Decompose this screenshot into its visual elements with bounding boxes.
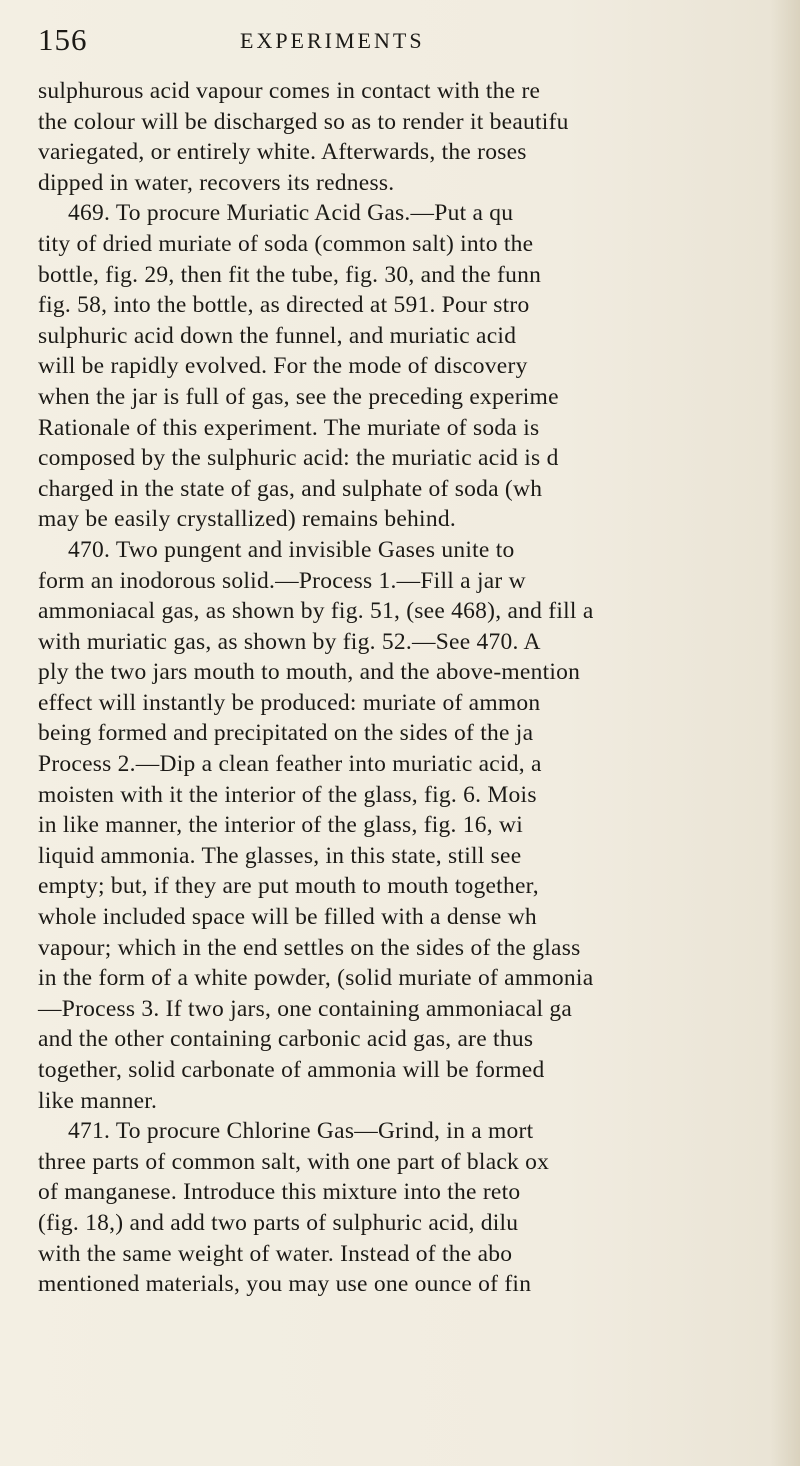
text-line: with muriatic gas, as shown by fig. 52.—See 470. A (38, 628, 541, 655)
section-469-heading: 469. To procure Muriatic Acid Gas.—Put a qu (68, 200, 514, 227)
text-line: Rationale of this experiment. The muriate of soda is (38, 414, 540, 441)
text-line: tity of dried muriate of soda (common salt) into the (38, 230, 534, 257)
text-line: and the other containing carbonic acid gas, are thus (38, 1026, 534, 1053)
text-line: ammoniacal gas, as shown by fig. 51, (see 468), and fill a (38, 598, 594, 625)
text-line: empty; but, if they are put mouth to mouth together, (38, 873, 539, 900)
text-line: composed by the sulphuric acid: the muriatic acid is d (38, 445, 559, 472)
text-line: effect will instantly be produced: muriate of ammon (38, 689, 541, 716)
text-line: (fig. 18,) and add two parts of sulphuric acid, dilu (38, 1209, 519, 1236)
text-line: fig. 58, into the bottle, as directed at 591. Pour stro (38, 292, 530, 319)
text-line: sulphuric acid down the funnel, and muriatic acid (38, 322, 517, 349)
section-470-heading: 470. Two pungent and invisible Gases unite to (68, 536, 515, 563)
text-line: ply the two jars mouth to mouth, and the above-mention (38, 659, 581, 686)
text-line: vapour; which in the end settles on the sides of the glass (38, 934, 581, 961)
text-line: will be rapidly evolved. For the mode of discovery (38, 353, 528, 380)
text-line: —Process 3. If two jars, one containing ammoniacal ga (38, 995, 573, 1022)
running-head (38, 22, 800, 62)
text-line: mentioned materials, you may use one ounce of fin (38, 1271, 532, 1298)
body-text (38, 76, 800, 1300)
text-line: variegated, or entirely white. Afterwards, the roses (38, 139, 527, 166)
text-line: may be easily crystallized) remains behind. (38, 506, 456, 533)
text-line: dipped in water, recovers its redness. (38, 169, 395, 196)
text-line: with the same weight of water. Instead of the abo (38, 1240, 513, 1267)
text-line: form an inodorous solid.—Process 1.—Fill a jar w (38, 567, 526, 594)
text-line: charged in the state of gas, and sulphate of soda (wh (38, 475, 543, 502)
text-line: in the form of a white powder, (solid muriate of ammonia (38, 965, 594, 992)
text-line: of manganese. Introduce this mixture into the reto (38, 1179, 521, 1206)
text-line: moisten with it the interior of the glass, fig. 6. Mois (38, 781, 537, 808)
text-line: bottle, fig. 29, then fit the tube, fig. 30, and the funn (38, 261, 542, 288)
text-line: in like manner, the interior of the glass, fig. 16, wi (38, 812, 524, 839)
text-line: liquid ammonia. The glasses, in this state, still see (38, 842, 522, 869)
text-line: when the jar is full of gas, see the preceding experime (38, 383, 559, 410)
text-line: like manner. (38, 1087, 158, 1114)
text-line: the colour will be discharged so as to render it beautifu (38, 108, 569, 135)
text-line: Process 2.—Dip a clean feather into muriatic acid, a (38, 751, 542, 778)
text-line: together, solid carbonate of ammonia will be formed (38, 1057, 545, 1083)
text-line: three parts of common salt, with one part of black ox (38, 1148, 550, 1175)
text-line: being formed and precipitated on the sides of the ja (38, 720, 534, 747)
page-number: 156 (38, 22, 88, 57)
text-line: whole included space will be filled with a dense wh (38, 904, 537, 931)
text-line: sulphurous acid vapour comes in contact with the re (38, 78, 541, 104)
running-title: EXPERIMENTS (240, 28, 425, 53)
section-471-heading: 471. To procure Chlorine Gas—Grind, in a mort (68, 1118, 534, 1145)
